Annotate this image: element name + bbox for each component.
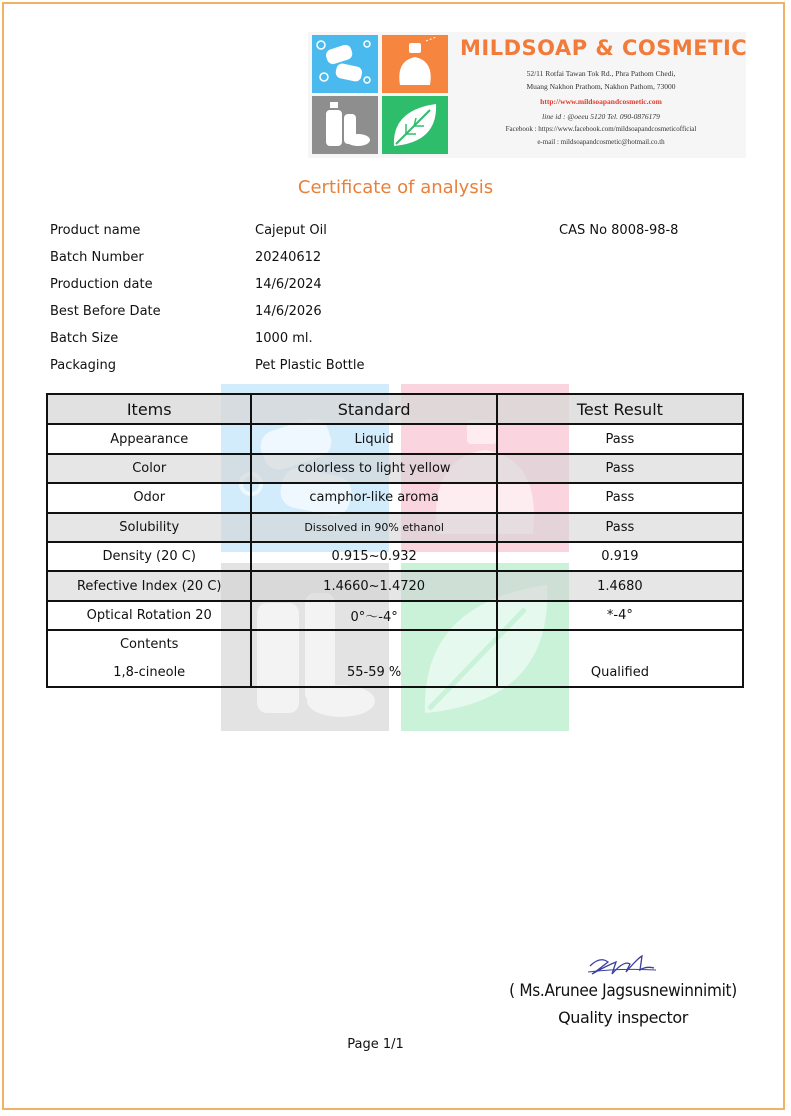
standard-cell: 0.915~0.932 <box>251 542 496 571</box>
item-cell: Odor <box>47 483 251 512</box>
table-row <box>47 542 743 571</box>
table-row <box>47 601 743 630</box>
result-cell: Pass <box>497 483 743 512</box>
result-cell: Pass <box>497 424 743 453</box>
info-value-product: Cajeput Oil <box>255 223 327 238</box>
standard-cell <box>251 630 496 658</box>
company-website: http://www.mildsoapandcosmetic.com <box>540 97 662 106</box>
info-label-product: Product name <box>50 223 141 238</box>
result-cell: Pass <box>497 454 743 483</box>
analysis-table <box>46 393 744 688</box>
info-label-batch-size: Batch Size <box>50 331 119 346</box>
company-banner <box>308 32 746 158</box>
page-number: Page 1/1 <box>347 1037 404 1052</box>
document-title: Certificate of analysis <box>297 177 494 198</box>
cosmetic-jar-icon <box>382 35 448 93</box>
info-value-batch-size: 1000 ml. <box>255 331 313 346</box>
result-cell: Qualified <box>497 659 743 687</box>
table-row <box>47 630 743 658</box>
standard-cell: 0°～-4° <box>251 601 496 630</box>
info-label-packaging: Packaging <box>50 358 116 373</box>
info-label-batch: Batch Number <box>50 250 144 265</box>
result-cell <box>497 630 743 658</box>
company-name: MILDSOAP & COSMETIC <box>460 36 748 60</box>
company-address-line2: Muang Nakhon Prathom, Nakhon Pathom, 73000 <box>526 82 676 91</box>
table-row <box>47 571 743 600</box>
result-cell: 1.4680 <box>497 571 743 600</box>
signatory-role: Quality inspector <box>558 1008 688 1027</box>
item-cell: Color <box>47 454 251 483</box>
item-cell: Contents <box>47 630 251 658</box>
info-value-packaging: Pet Plastic Bottle <box>255 358 365 373</box>
info-label-best-before: Best Before Date <box>50 304 161 319</box>
standard-cell: 1.4660~1.4720 <box>251 571 496 600</box>
table-row <box>47 424 743 453</box>
column-header-test-result: Test Result <box>497 394 743 424</box>
result-cell: Pass <box>497 513 743 542</box>
item-cell: Refective Index (20 C) <box>47 571 251 600</box>
standard-cell: Dissolved in 90% ethanol <box>251 513 496 542</box>
standard-cell: 55-59 % <box>251 659 496 687</box>
standard-cell: Liquid <box>251 424 496 453</box>
bottle-icon <box>312 96 378 154</box>
info-value-production-date: 14/6/2024 <box>255 277 322 292</box>
soap-bar-icon <box>312 35 378 93</box>
table-header-row <box>47 394 743 424</box>
info-value-batch: 20240612 <box>255 250 322 265</box>
item-cell: Solubility <box>47 513 251 542</box>
info-value-best-before: 14/6/2026 <box>255 304 322 319</box>
result-cell: *-4° <box>497 601 743 630</box>
result-cell: 0.919 <box>497 542 743 571</box>
info-label-production-date: Production date <box>50 277 153 292</box>
table-row <box>47 659 743 687</box>
item-cell: Appearance <box>47 424 251 453</box>
company-email: e-mail : mildsoapandcosmetic@hotmail.co.th <box>537 138 665 146</box>
cas-number: CAS No 8008-98-8 <box>559 223 679 238</box>
standard-cell: colorless to light yellow <box>251 454 496 483</box>
table-row <box>47 483 743 512</box>
company-facebook: Facebook : https://www.facebook.com/mildsoapandcosmeticofficial <box>505 125 697 133</box>
item-cell: Density (20 C) <box>47 542 251 571</box>
company-address-line1: 52/11 Rotfai Tawan Tok Rd., Phra Pathom Chedi, <box>526 69 676 78</box>
column-header-standard: Standard <box>251 394 496 424</box>
signatory-name: ( Ms.Arunee Jagsusnewinnimit) <box>509 981 737 1001</box>
column-header-items: Items <box>47 394 251 424</box>
standard-cell: camphor-like aroma <box>251 483 496 512</box>
item-cell: Optical Rotation 20 <box>47 601 251 630</box>
company-line-id: line id : @oeeu 5120 Tel. 090-0876179 <box>542 112 660 121</box>
item-cell: 1,8-cineole <box>47 659 251 687</box>
leaf-icon <box>382 96 448 154</box>
table-row <box>47 513 743 542</box>
table-row <box>47 454 743 483</box>
signature-mark <box>586 950 658 980</box>
